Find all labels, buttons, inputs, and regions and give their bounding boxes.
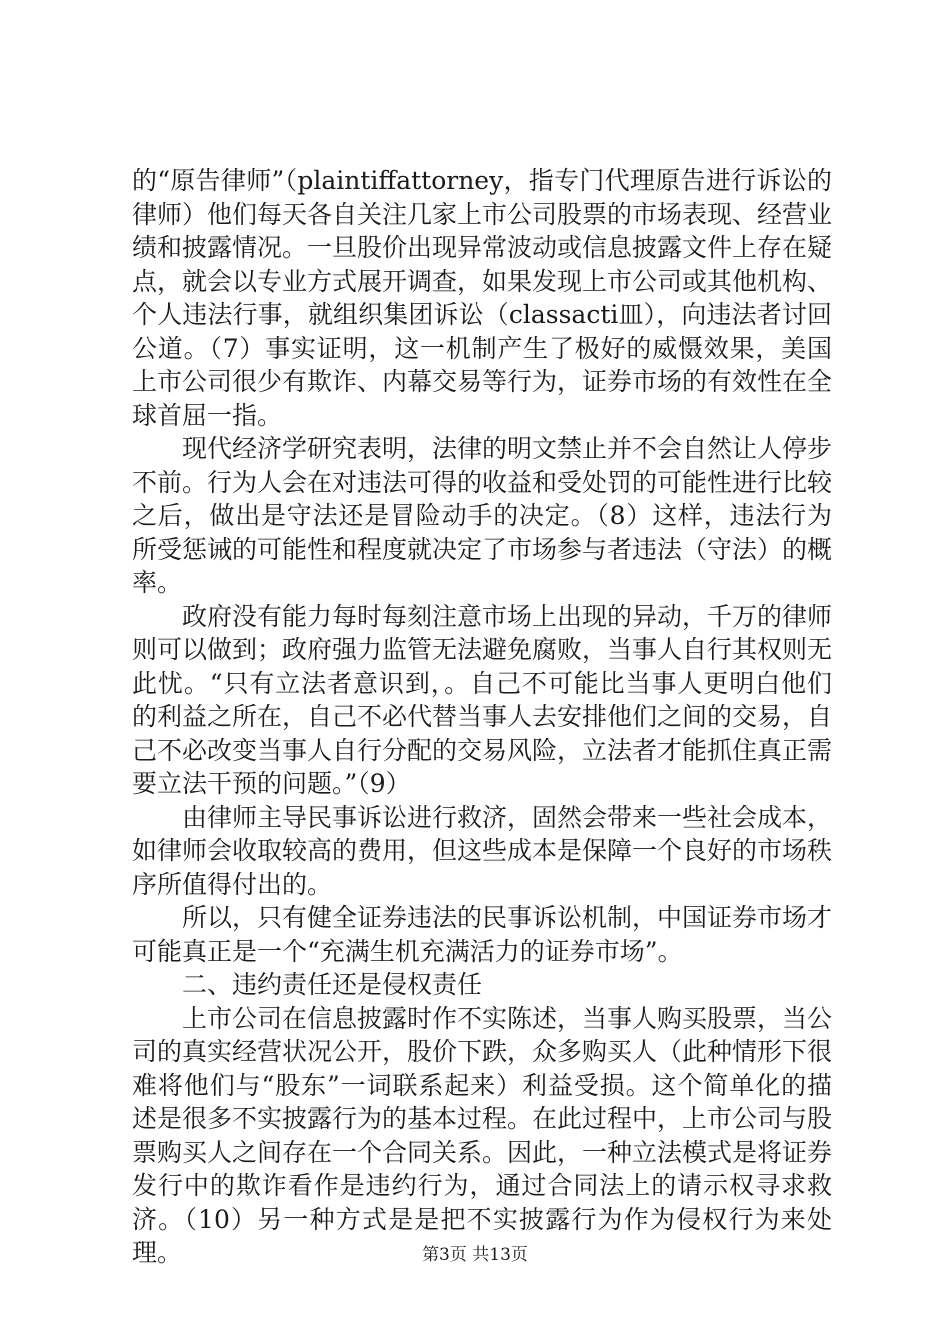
paragraph-5: 所以，只有健全证券违法的民事诉讼机制，中国证券市场才可能真正是一个“充满生机充满活力的证券市场”。 (132, 903, 833, 966)
paragraph-2: 现代经济学研究表明，法律的明文禁止并不会自然让人停步不前。行为人会在对违法可得的收益和受处罚的可能性进行比较之后，做出是守法还是冒险动手的决定。（8）这样，违法行为所受惩诫的可能性和程度就决定了市场参与者违法（守法）的概率。 (132, 434, 833, 597)
section-heading: 二、违约责任还是侵权责任 (182, 970, 483, 999)
document-body (132, 164, 832, 1270)
page-number-footer: 第3页 共13页 (422, 1245, 528, 1265)
paragraph-4: 由律师主导民事诉讼进行救济，固然会带来一些社会成本，如律师会收取较高的费用，但这些成本是保障一个良好的市场秩序所值得付出的。 (132, 802, 833, 899)
paragraph-3: 政府没有能力每时每刻注意市场上出现的异动，千万的律师则可以做到；政府强力监管无法避免腐败，当事人自行其权则无此忧。“只有立法者意识到，。自己不可能比当事人更明白他们的利益之所在，自己不必代替当事人去安排他们之间的交易，自己不必改变当事人自行分配的交易风险，立法者才能抓住真正需要立法干预的问题。”（9） (132, 601, 833, 798)
paragraph-1: 的“原告律师”（plaintiffattorney，指专门代理原告进行诉讼的律师）他们每天各自关注几家上市公司股票的市场表现、经营业绩和披露情况。一旦股价出现异常波动或信息披露文件上存在疑点，就会以专业方式展开调查，如果发现上市公司或其他机构、个人违法行事，就组织集团诉讼（classacti皿），向违法者讨回公道。（7）事实证明，这一机制产生了极好的威慑效果，美国上市公司很少有欺诈、内幕交易等行为，证券市场的有效性在全球首屈一指。 (132, 166, 833, 430)
paragraph-6: 上市公司在信息披露时作不实陈述，当事人购买股票，当公司的真实经营状况公开，股价下跌，众多购买人（此种情形下很难将他们与“股东”一词联系起来）利益受损。这个简单化的描述是很多不实披露行为的基本过程。在此过程中，上市公司与股票购买人之间存在一个合同关系。因此，一种立法模式是将证券发行中的欺诈看作是违约行为，通过合同法上的请示权寻求救济。（10）另一种方式是是把不实披露行为作为侵权行为来处理。 (132, 1003, 833, 1267)
